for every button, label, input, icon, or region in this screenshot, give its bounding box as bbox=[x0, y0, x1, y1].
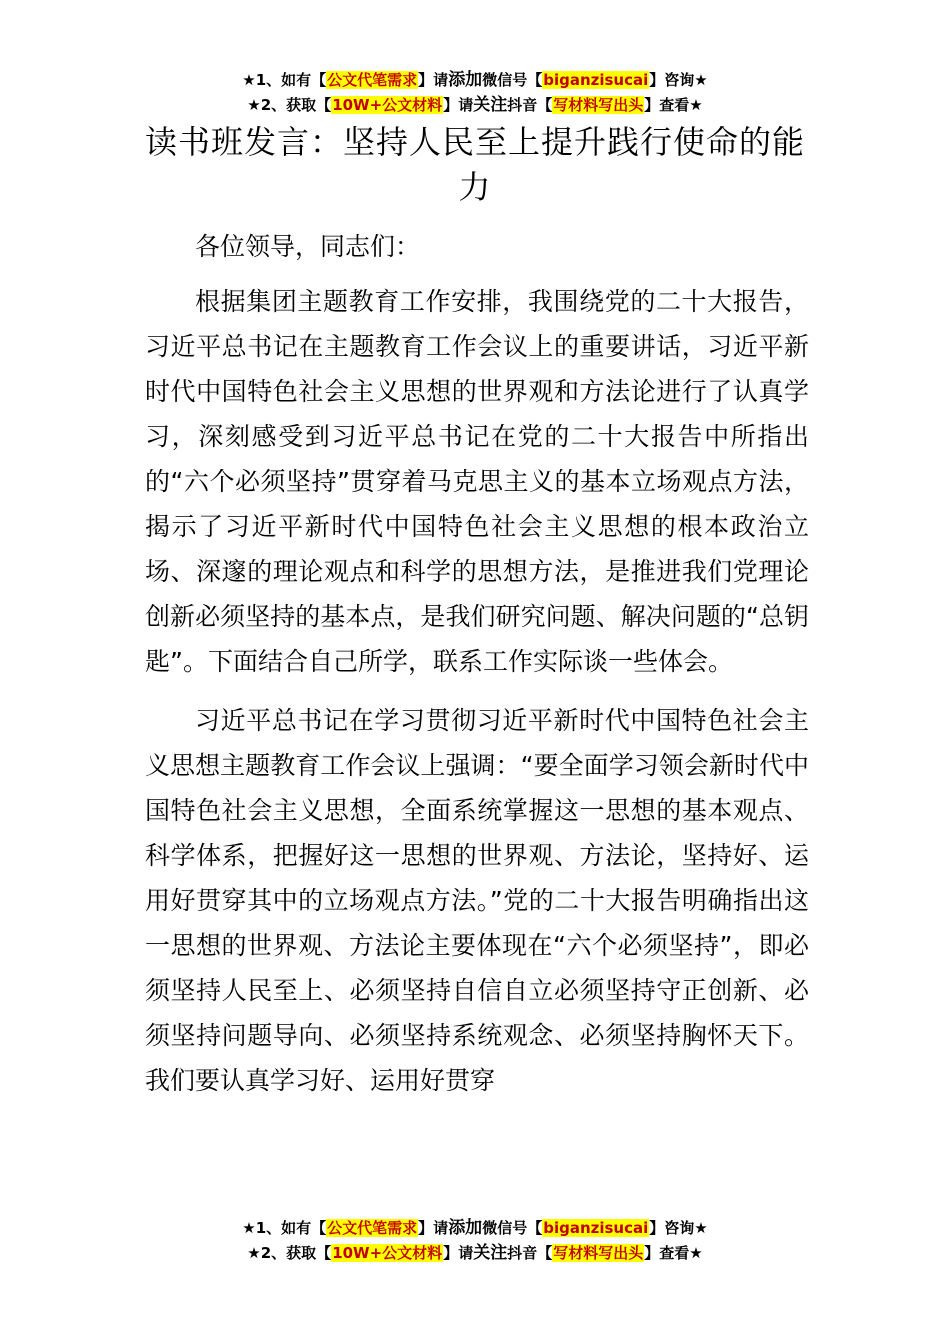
highlight-service: 公文代笔需求 bbox=[327, 1219, 418, 1237]
promo-text: 抖音【 bbox=[507, 1244, 553, 1262]
emphasis-text: 关注 bbox=[473, 95, 508, 115]
body-paragraph: 习近平总书记在学习贯彻习近平新时代中国特色社会主义思想主题教育工作会议上强调：“要全面学习领会新时代中国特色社会主义思想，全面系统掌握这一思想的基本观点、科学体系，把握好这一思想的世界观、方法论，坚持好、运用好贯穿其中的立场观点方法。”党的二十大报告明确指出这一思想的世界观、方法论主要体现在“六个必须坚持”，即必须坚持人民至上、必须坚持自信自立必须坚持守正创新、必须坚持问题导向、必须坚持系统观念、必须坚持胸怀天下。我们要认真学习好、运用好贯穿 bbox=[145, 706, 809, 1095]
promo-text: ★2、获取【 bbox=[247, 96, 332, 114]
highlight-materials: 10W+公文材料 bbox=[332, 1244, 443, 1262]
document-body bbox=[145, 224, 809, 1103]
promo-line-1 bbox=[0, 68, 950, 93]
emphasis-text: 添加 bbox=[448, 70, 483, 90]
promo-text: 抖音【 bbox=[507, 96, 553, 114]
document-title: 读书班发言：坚持人民至上提升践行使命的能力 bbox=[145, 123, 806, 206]
promo-text: ★1、如有【 bbox=[242, 71, 327, 89]
promo-text: 】咨询★ bbox=[649, 1219, 708, 1237]
highlight-wechat-id: biganzisucai bbox=[543, 71, 649, 89]
promo-text: 】查看★ bbox=[644, 1244, 703, 1262]
promo-banner-bottom bbox=[0, 1216, 950, 1266]
body-paragraph: 根据集团主题教育工作安排，我围绕党的二十大报告，习近平总书记在主题教育工作会议上的重要讲话，习近平新时代中国特色社会主义思想的世界观和方法论进行了认真学习，深刻感受到习近平总书记在党的二十大报告中所指出的“六个必须坚持”贯穿着马克思主义的基本立场观点方法，揭示了习近平新时代中国特色社会主义思想的根本政治立场、深邃的理论观点和科学的思想方法，是推进我们党理论创新必须坚持的基本点，是我们研究问题、解决问题的“总钥匙”。下面结合自己所学，联系工作实际谈一些体会。 bbox=[145, 287, 809, 676]
promo-text: 】请 bbox=[443, 1244, 474, 1262]
highlight-wechat-id: biganzisucai bbox=[543, 1219, 649, 1237]
emphasis-text: 关注 bbox=[473, 1243, 508, 1263]
promo-text: 】请 bbox=[418, 71, 449, 89]
emphasis-text: 添加 bbox=[448, 1218, 483, 1238]
highlight-service: 公文代笔需求 bbox=[327, 71, 418, 89]
promo-line-1 bbox=[0, 1216, 950, 1241]
promo-text: ★2、获取【 bbox=[247, 1244, 332, 1262]
promo-text: 微信号【 bbox=[482, 1219, 543, 1237]
promo-text: 】查看★ bbox=[644, 96, 703, 114]
promo-text: 】请 bbox=[443, 96, 474, 114]
promo-text: 】咨询★ bbox=[649, 71, 708, 89]
promo-banner-top bbox=[0, 68, 950, 118]
promo-text: ★1、如有【 bbox=[242, 1219, 327, 1237]
promo-text: 】请 bbox=[418, 1219, 449, 1237]
highlight-douyin-account: 写材料写出头 bbox=[553, 1244, 644, 1262]
promo-text: 微信号【 bbox=[482, 71, 543, 89]
promo-line-2 bbox=[0, 93, 950, 118]
highlight-douyin-account: 写材料写出头 bbox=[553, 96, 644, 114]
highlight-materials: 10W+公文材料 bbox=[332, 96, 443, 114]
promo-line-2 bbox=[0, 1241, 950, 1266]
greeting-paragraph: 各位领导，同志们： bbox=[195, 232, 421, 261]
